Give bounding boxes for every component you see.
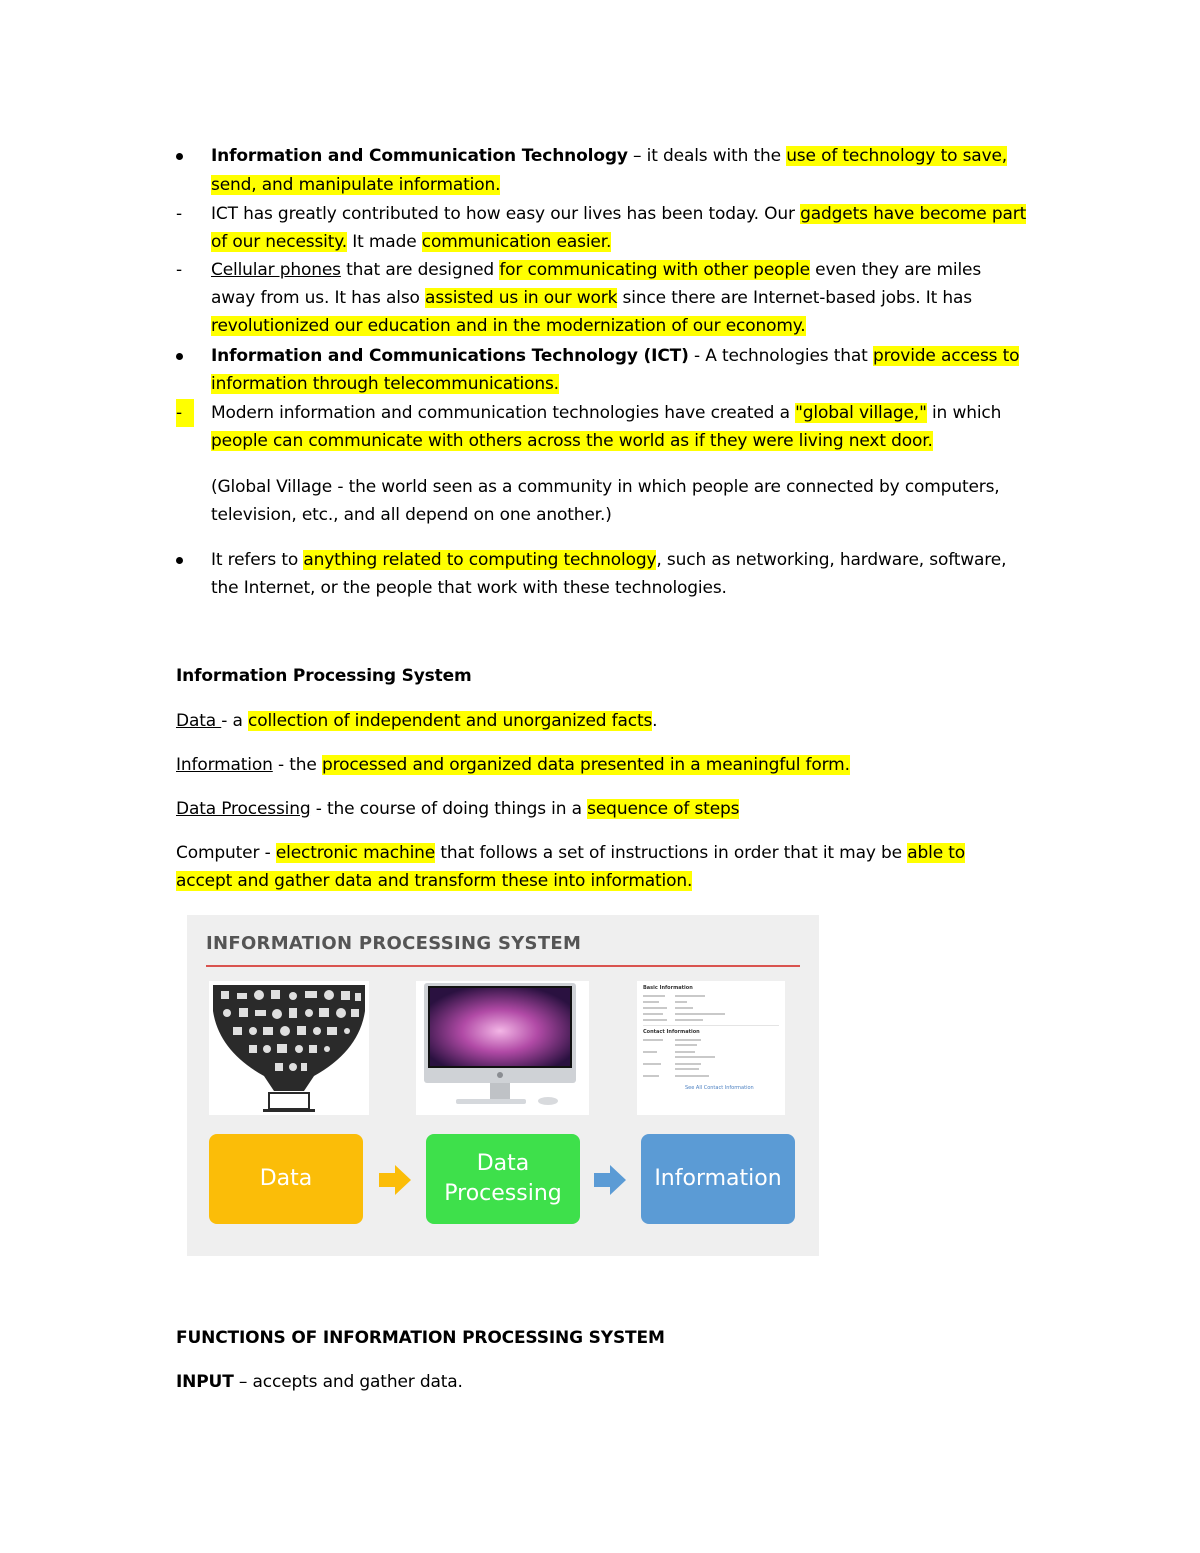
figure-divider [206, 965, 800, 967]
highlight: use of technology to save, [786, 146, 1008, 166]
ict-term: Information and Communication Technology [211, 146, 628, 166]
basic-info-header: Basic Information [643, 985, 693, 991]
ips-diagram-figure [187, 915, 819, 1256]
see-all-contact-link: See All Contact Information [685, 1085, 754, 1091]
highlight: electronic machine [275, 843, 436, 863]
dash1-line2: of our necessity. It made communication easier. [211, 232, 612, 252]
highlight: sequence of steps [587, 799, 740, 819]
dash2-line1: Cellular phones that are designed for communicating with other people even they are miles [211, 260, 982, 280]
highlight: anything related to computing technology [303, 550, 657, 570]
input-definition: INPUT – accepts and gather data. [176, 1372, 463, 1392]
bullet1-line2 [211, 171, 500, 199]
highlight: processed and organized data presented in a meaningful form. [321, 755, 850, 775]
bullet-icon [176, 557, 183, 564]
dash-marker: - [176, 204, 183, 224]
computer-definition-line2 [176, 867, 692, 895]
highlight: communication easier. [421, 232, 612, 252]
highlight: able to [907, 843, 966, 863]
icon-funnel-icon [209, 981, 369, 1115]
highlight: accept and gather data and transform these into information. [176, 871, 693, 891]
data-processing-box: Data Processing [426, 1134, 580, 1224]
information-definition: Information - the processed and organized data presented in a meaningful form. [176, 755, 850, 775]
global-village-note-line2: television, etc., and all depend on one another.) [211, 505, 612, 525]
contact-info-header: Contact Information [643, 1029, 700, 1035]
ips-heading: Information Processing System [176, 666, 472, 686]
computer-panel [416, 981, 589, 1115]
highlight: revolutionized our education and in the modernization of our economy. [211, 316, 806, 336]
bullet2-line2 [211, 370, 559, 398]
information-card-panel [637, 981, 785, 1115]
highlight: assisted us in our work [425, 288, 618, 308]
highlight: collection of independent and unorganized facts [248, 711, 653, 731]
highlight: people can communicate with others across the world as if they were living next door. [211, 431, 933, 451]
highlight: information through telecommunications. [211, 374, 559, 394]
bullet2-line1: Information and Communications Technology (ICT) - A technologies that provide access to [211, 346, 1020, 366]
highlight: gadgets have become part [800, 204, 1027, 224]
dash3-line1: Modern information and communication technologies have created a "global village," in which [211, 403, 1002, 423]
dash-marker: - [176, 399, 194, 427]
info-card-lines-icon [637, 981, 785, 1115]
data-definition: Data - a collection of independent and unorganized facts. [176, 711, 658, 731]
bullet-icon [176, 353, 183, 360]
information-box: Information [641, 1134, 795, 1224]
highlight: "global village," [795, 403, 927, 423]
bullet-icon [176, 153, 183, 160]
data-box: Data [209, 1134, 363, 1224]
data-processing-definition: Data Processing - the course of doing things in a sequence of steps [176, 799, 740, 819]
arrow-right-icon [379, 1163, 413, 1197]
highlight: for communicating with other people [499, 260, 810, 280]
figure-title: INFORMATION PROCESSING SYSTEM [206, 933, 582, 954]
dash3-line2 [211, 427, 933, 455]
bullet3-line2: the Internet, or the people that work with these technologies. [211, 578, 727, 598]
bullet3-line1: It refers to anything related to computing technology, such as networking, hardware, software, [211, 550, 1007, 570]
highlight: provide access to [872, 346, 1020, 366]
computer-definition-line1: Computer - electronic machine that follows a set of instructions in order that it may be able to [176, 843, 966, 863]
global-village-note-line1: (Global Village - the world seen as a community in which people are connected by computers, [211, 477, 1000, 497]
computer-icon [416, 981, 589, 1115]
arrow-right-icon [594, 1163, 628, 1197]
data-icons-panel [209, 981, 369, 1115]
dash2-line2: away from us. It has also assisted us in our work since there are Internet-based jobs. It has [211, 288, 972, 308]
dash2-line3 [211, 312, 806, 340]
dash-marker: - [176, 260, 183, 280]
highlight: of our necessity. [211, 232, 347, 252]
dash1-line1: ICT has greatly contributed to how easy our lives has been today. Our gadgets have become part [211, 204, 1027, 224]
highlight: send, and manipulate information. [211, 175, 501, 195]
functions-heading: FUNCTIONS OF INFORMATION PROCESSING SYSTEM [176, 1328, 665, 1348]
bullet1-line1: Information and Communication Technology – it deals with the use of technology to save, [211, 146, 1008, 166]
